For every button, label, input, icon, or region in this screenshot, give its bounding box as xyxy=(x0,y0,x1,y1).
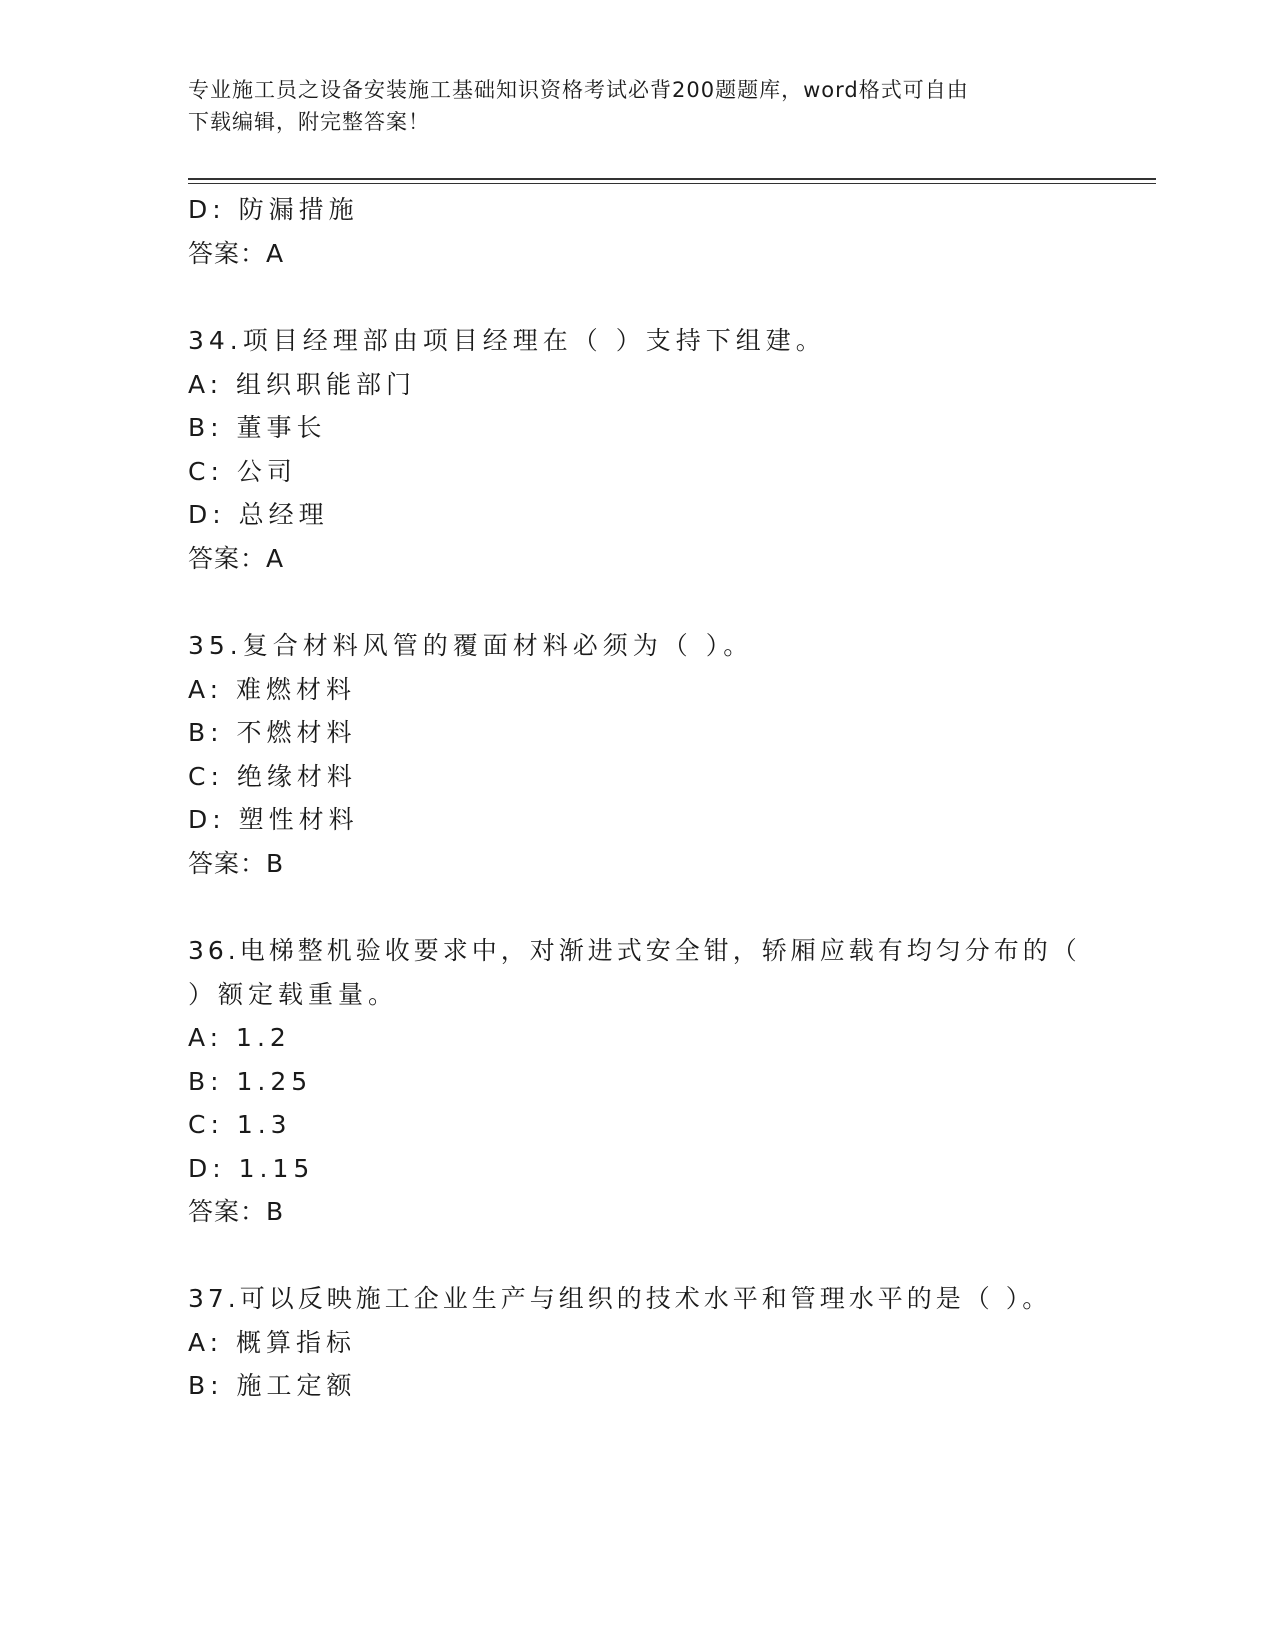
q34-option-d: D: 总经理 xyxy=(188,500,329,529)
header-rule-thin xyxy=(188,183,1156,184)
prev-answer: 答案：A xyxy=(188,239,285,268)
q34-option-a: A: 组织职能部门 xyxy=(188,370,417,399)
q36-option-c: C: 1.3 xyxy=(188,1110,292,1139)
q36-option-b: B: 1.25 xyxy=(188,1067,313,1096)
q37-stem: 37.可以反映施工企业生产与组织的技术水平和管理水平的是（ ）。 xyxy=(188,1284,1052,1313)
header-line-1: 专业施工员之设备安装施工基础知识资格考试必背200题题库，word格式可自由 xyxy=(188,78,969,102)
document-header xyxy=(188,74,1088,138)
q35-answer: 答案：B xyxy=(188,849,285,878)
q37-option-a: A: 概算指标 xyxy=(188,1328,357,1357)
q36-option-d: D: 1.15 xyxy=(188,1154,315,1183)
q34-answer: 答案：A xyxy=(188,544,285,573)
q36-option-a: A: 1.2 xyxy=(188,1023,291,1052)
q34-stem: 34.项目经理部由项目经理在（ ）支持下组建。 xyxy=(188,326,826,355)
q36-answer: 答案：B xyxy=(188,1197,285,1226)
q35-option-b: B: 不燃材料 xyxy=(188,718,357,747)
q37-option-b: B: 施工定额 xyxy=(188,1371,357,1400)
q35-option-a: A: 难燃材料 xyxy=(188,675,357,704)
q36-stem-line-1: 36.电梯整机验收要求中，对渐进式安全钳，轿厢应载有均匀分布的（ xyxy=(188,936,1081,965)
prev-option-d: D: 防漏措施 xyxy=(188,195,359,224)
q35-option-c: C: 绝缘材料 xyxy=(188,762,357,791)
q35-stem: 35.复合材料风管的覆面材料必须为（ ）。 xyxy=(188,631,754,660)
q34-option-c: C: 公司 xyxy=(188,457,297,486)
q35-option-d: D: 塑性材料 xyxy=(188,805,359,834)
q34-option-b: B: 董事长 xyxy=(188,413,327,442)
header-rule-thick xyxy=(188,178,1156,180)
q36-stem-line-2: ）额定载重量。 xyxy=(188,980,399,1009)
header-line-2: 下载编辑，附完整答案！ xyxy=(188,110,430,134)
